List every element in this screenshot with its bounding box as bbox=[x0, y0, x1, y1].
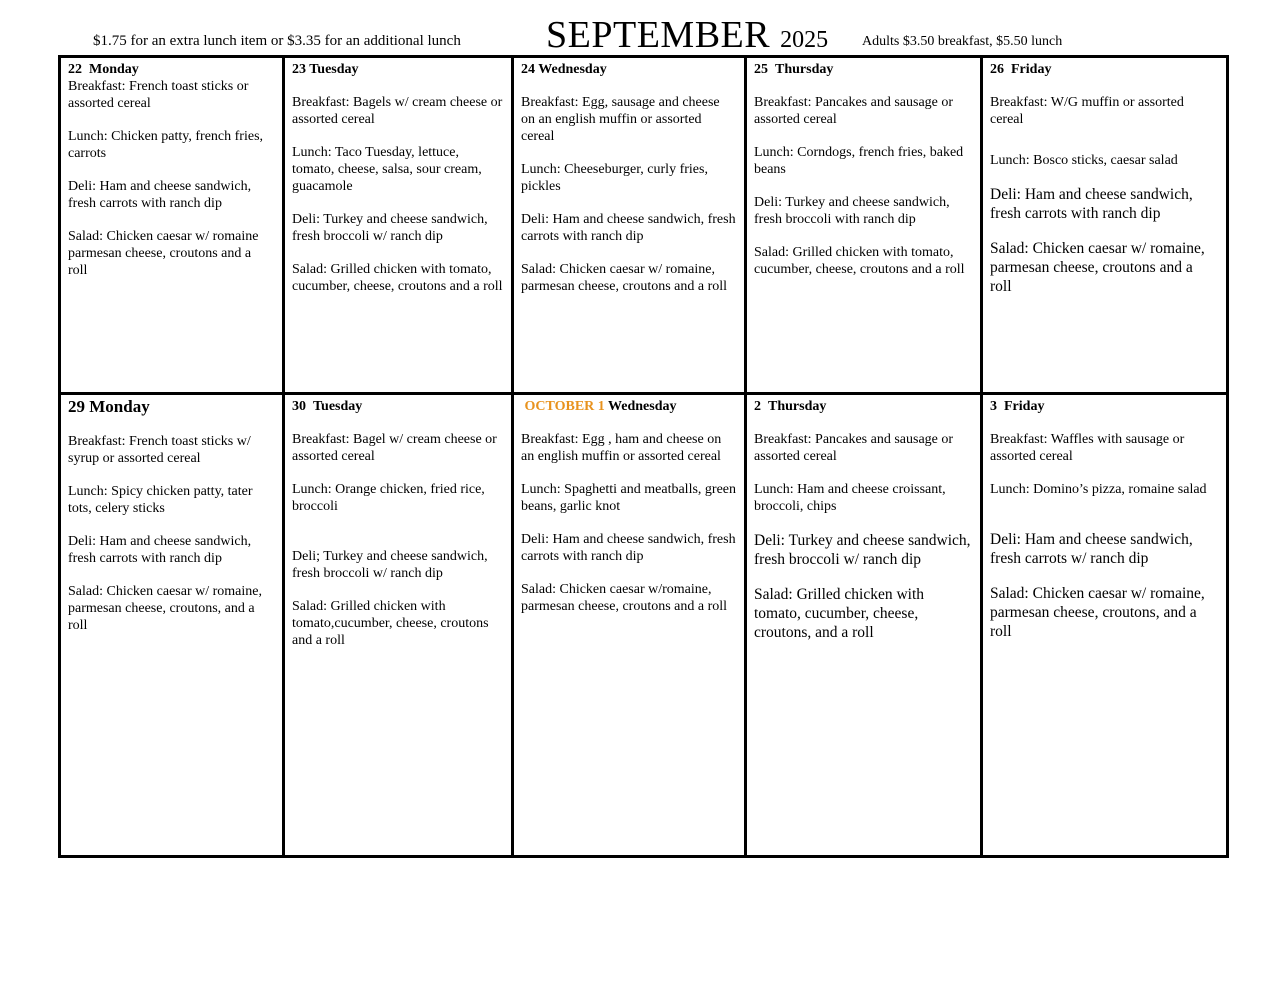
deli-item: Deli: Turkey and cheese sandwich, fresh broccoli with ranch dip bbox=[754, 195, 950, 227]
extra-lunch-price-note: $1.75 for an extra lunch item or $3.35 for an additional lunch bbox=[93, 33, 461, 49]
lunch-item: Lunch: Taco Tuesday, lettuce, tomato, cheese, salsa, sour cream, guacamole bbox=[292, 145, 482, 194]
day-heading: 23 Tuesday bbox=[292, 62, 359, 77]
day-cell-sep-24 bbox=[514, 58, 747, 395]
deli-item: Deli: Ham and cheese sandwich, fresh carrots with ranch dip bbox=[68, 179, 252, 211]
deli-item: Deli: Turkey and cheese sandwich, fresh broccoli w/ ranch dip bbox=[292, 212, 488, 244]
salad-item: Salad: Chicken caesar w/romaine, parmesan cheese, croutons and a roll bbox=[521, 582, 728, 614]
breakfast-item: Breakfast: Pancakes and sausage or assorted cereal bbox=[754, 432, 954, 464]
day-heading: 22 Monday bbox=[68, 62, 139, 77]
lunch-item: Lunch: Ham and cheese croissant, broccoli, chips bbox=[754, 482, 946, 514]
day-heading: 26 Friday bbox=[990, 62, 1052, 77]
salad-item: Salad: Chicken caesar w/ romaine, parmesan cheese, croutons and a roll bbox=[990, 240, 1205, 295]
breakfast-item: Breakfast: W/G muffin or assorted cereal bbox=[990, 95, 1184, 127]
salad-item: Salad: Chicken caesar w/ romaine, parmesan cheese, croutons and a roll bbox=[521, 262, 728, 294]
salad-item: Salad: Chicken caesar w/ romaine parmesan cheese, croutons and a roll bbox=[68, 229, 259, 278]
day-cell-sep-22 bbox=[61, 58, 285, 395]
salad-item: Salad: Grilled chicken with tomato, cucumber, cheese, croutons, and a roll bbox=[754, 586, 925, 641]
day-heading: 3 Friday bbox=[990, 399, 1045, 414]
day-heading: 29 Monday bbox=[68, 397, 150, 416]
deli-item: Deli: Turkey and cheese sandwich, fresh broccoli w/ ranch dip bbox=[754, 532, 971, 568]
deli-item: Deli: Ham and cheese sandwich, fresh carrots with ranch dip bbox=[68, 534, 252, 566]
lunch-item: Lunch: Spaghetti and meatballs, green beans, garlic knot bbox=[521, 482, 736, 514]
menu-calendar bbox=[58, 55, 1229, 858]
day-cell-oct-3 bbox=[983, 395, 1226, 855]
day-heading: 2 Thursday bbox=[754, 399, 827, 414]
breakfast-item: Breakfast: Bagels w/ cream cheese or assorted cereal bbox=[292, 95, 503, 127]
month-label: SEPTEMBER bbox=[546, 14, 771, 56]
lunch-item: Lunch: Corndogs, french fries, baked beans bbox=[754, 145, 964, 177]
salad-item: Salad: Grilled chicken with tomato, cucumber, cheese, croutons and a roll bbox=[754, 245, 965, 277]
lunch-item: Lunch: Cheeseburger, curly fries, pickles bbox=[521, 162, 708, 194]
day-heading: 24 Wednesday bbox=[521, 62, 607, 77]
deli-item: Deli: Ham and cheese sandwich, fresh carrots with ranch dip bbox=[521, 212, 736, 244]
lunch-item: Lunch: Domino’s pizza, romaine salad bbox=[990, 482, 1207, 497]
breakfast-item: Breakfast: Pancakes and sausage or assorted cereal bbox=[754, 95, 954, 127]
day-cell-sep-30 bbox=[285, 395, 514, 855]
breakfast-item: Breakfast: Waffles with sausage or assorted cereal bbox=[990, 432, 1185, 464]
day-heading: 25 Thursday bbox=[754, 62, 834, 77]
salad-item: Salad: Chicken caesar w/ romaine, parmesan cheese, croutons, and a roll bbox=[68, 584, 262, 633]
day-cell-sep-25 bbox=[747, 58, 983, 395]
lunch-item: Lunch: Orange chicken, fried rice, broccoli bbox=[292, 482, 485, 514]
breakfast-item: Breakfast: Egg , ham and cheese on an english muffin or assorted cereal bbox=[521, 432, 722, 464]
day-cell-oct-2 bbox=[747, 395, 983, 855]
breakfast-item: Breakfast: Egg, sausage and cheese on an english muffin or assorted cereal bbox=[521, 95, 720, 144]
breakfast-item: Breakfast: Bagel w/ cream cheese or assorted cereal bbox=[292, 432, 497, 464]
day-cell-oct-1 bbox=[514, 395, 747, 855]
year-label: 2025 bbox=[780, 27, 829, 53]
salad-item: Salad: Grilled chicken with tomato,cucumber, cheese, croutons and a roll bbox=[292, 599, 489, 648]
deli-item: Deli: Ham and cheese sandwich, fresh carrots w/ ranch dip bbox=[990, 531, 1193, 567]
day-heading: 30 Tuesday bbox=[292, 399, 363, 414]
salad-item: Salad: Grilled chicken with tomato, cucumber, cheese, croutons and a roll bbox=[292, 262, 503, 294]
next-month-label: OCTOBER 1 bbox=[524, 399, 605, 414]
day-cell-sep-26 bbox=[983, 58, 1226, 395]
breakfast-item: Breakfast: French toast sticks or assorted cereal bbox=[68, 79, 249, 111]
day-cell-sep-23 bbox=[285, 58, 514, 395]
lunch-item: Lunch: Spicy chicken patty, tater tots, celery sticks bbox=[68, 484, 253, 516]
lunch-item: Lunch: Bosco sticks, caesar salad bbox=[990, 153, 1178, 168]
salad-item: Salad: Chicken caesar w/ romaine, parmesan cheese, croutons, and a roll bbox=[990, 585, 1205, 640]
day-heading: OCTOBER 1 Wednesday bbox=[524, 399, 677, 414]
day-cell-sep-29 bbox=[61, 395, 285, 855]
deli-item: Deli; Turkey and cheese sandwich, fresh broccoli w/ ranch dip bbox=[292, 549, 488, 581]
deli-item: Deli: Ham and cheese sandwich, fresh carrots with ranch dip bbox=[990, 186, 1193, 222]
lunch-item: Lunch: Chicken patty, french fries, carrots bbox=[68, 129, 264, 161]
breakfast-item: Breakfast: French toast sticks w/ syrup or assorted cereal bbox=[68, 434, 251, 466]
deli-item: Deli: Ham and cheese sandwich, fresh carrots with ranch dip bbox=[521, 532, 736, 564]
page-title bbox=[546, 13, 828, 57]
adult-price-note: Adults $3.50 breakfast, $5.50 lunch bbox=[862, 34, 1063, 49]
